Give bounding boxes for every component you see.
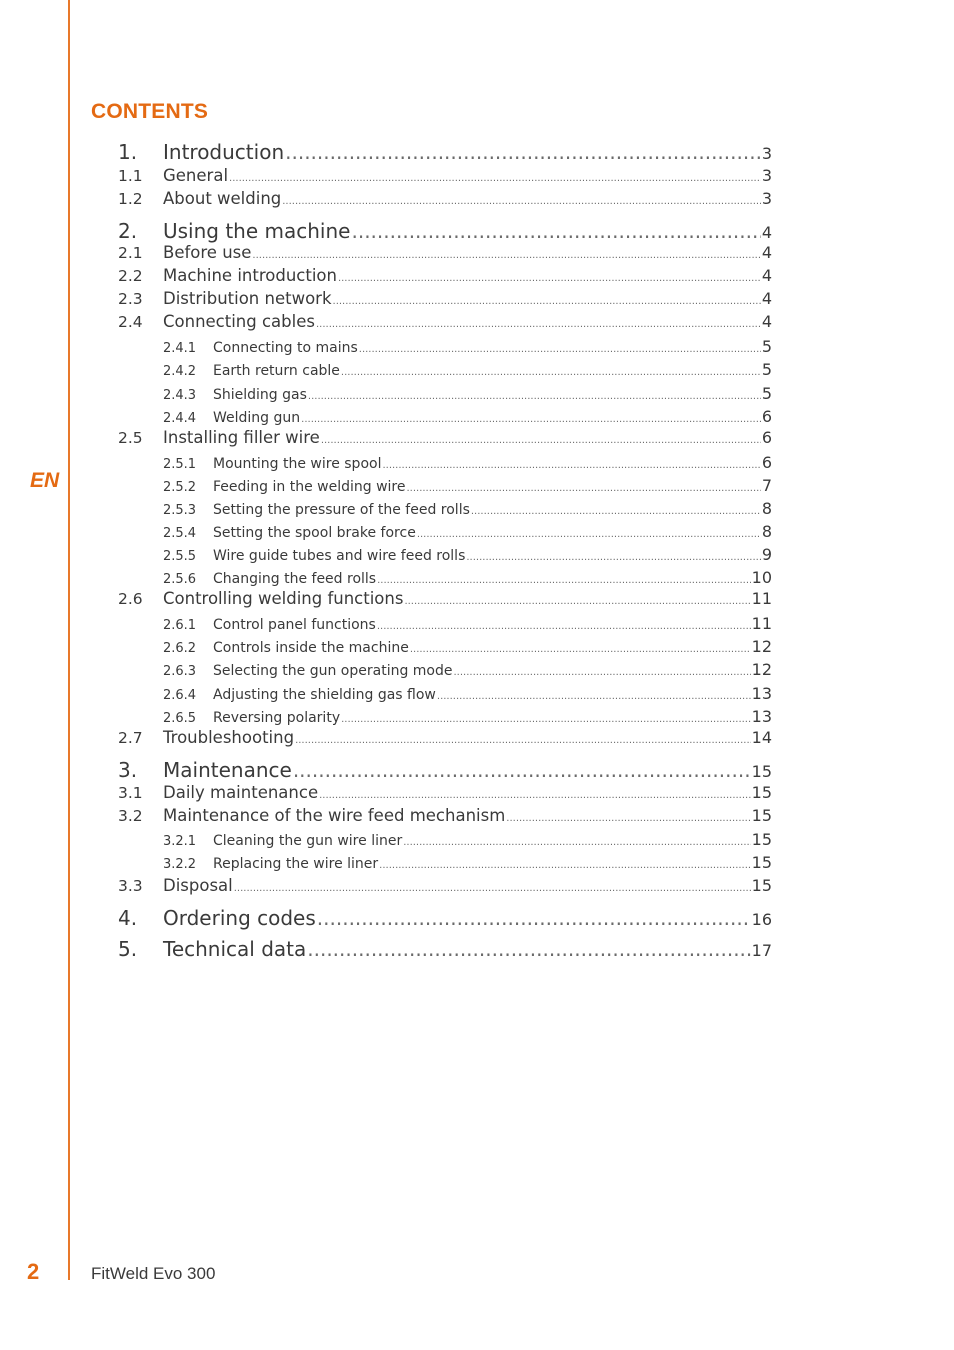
toc-entry-2-4-1[interactable] [118, 337, 772, 357]
toc-entry-page: 15 [751, 806, 772, 825]
toc-entry-page: 5 [761, 337, 772, 356]
toc-entry-title: About welding [163, 189, 282, 208]
toc-entry-page: 12 [751, 660, 772, 679]
toc-entry-title: Maintenance of the wire feed mechanism [163, 806, 506, 825]
toc-entry-2-6[interactable] [118, 589, 772, 611]
toc-entry-number: 1.2 [118, 190, 143, 208]
toc-entry-title: Using the machine [163, 219, 351, 243]
toc-entry-3-2-2[interactable] [118, 853, 772, 873]
toc-entry-number: 2.5.6 [163, 572, 197, 587]
toc-entry-title: Installing filler wire [163, 428, 320, 447]
toc-entry-number: 1. [118, 140, 138, 164]
toc-entry-number: 3.1 [118, 784, 143, 802]
toc-entry-2-2[interactable] [118, 266, 772, 288]
toc-entry-number: 2.7 [118, 729, 143, 747]
toc-entry-2-7[interactable] [118, 728, 772, 750]
toc-entry-title: Connecting cables [163, 312, 315, 331]
toc-entry-2-5-5[interactable] [118, 545, 772, 565]
toc-entry-page: 6 [761, 453, 772, 472]
toc-leader-dots [471, 506, 761, 517]
toc-leader-dots [293, 758, 751, 782]
toc-leader-dots [377, 621, 751, 632]
toc-entry-number: 1.1 [118, 167, 143, 185]
language-tag: EN [30, 469, 60, 492]
toc-entry-title: Cleaning the gun wire liner [213, 833, 403, 849]
toc-entry-page: 9 [761, 545, 772, 564]
toc-entry-1-1[interactable] [118, 166, 772, 188]
toc-entry-5[interactable] [118, 937, 772, 963]
toc-leader-dots [338, 273, 761, 284]
toc-entry-title: Technical data [163, 937, 307, 961]
toc-entry-title: Daily maintenance [163, 783, 319, 802]
toc-entry-2-5[interactable] [118, 428, 772, 450]
toc-entry-title: Setting the spool brake force [213, 525, 416, 541]
footer-product-name: FitWeld Evo 300 [91, 1264, 216, 1283]
toc-entry-number: 2.4 [118, 313, 143, 331]
toc-leader-dots [417, 529, 761, 540]
toc-leader-dots [382, 460, 760, 471]
toc-entry-3-2-1[interactable] [118, 830, 772, 850]
toc-entry-2-3[interactable] [118, 289, 772, 311]
toc-leader-dots [454, 667, 751, 678]
toc-entry-title: Welding gun [213, 410, 301, 426]
toc-leader-dots [359, 344, 761, 355]
toc-entry-number: 2.1 [118, 244, 143, 262]
toc-leader-dots [410, 644, 751, 655]
toc-entry-page: 6 [761, 407, 772, 426]
toc-entry-2-4-2[interactable] [118, 360, 772, 380]
toc-leader-dots [295, 735, 751, 746]
toc-leader-dots [301, 414, 761, 425]
toc-leader-dots [379, 860, 750, 871]
toc-entry-2-4-3[interactable] [118, 384, 772, 404]
toc-entry-3[interactable] [118, 758, 772, 784]
toc-entry-page: 4 [761, 289, 772, 308]
toc-entry-number: 2.6 [118, 590, 143, 608]
toc-leader-dots [252, 250, 760, 261]
toc-entry-number: 2.6.5 [163, 711, 197, 726]
toc-entry-2-5-6[interactable] [118, 568, 772, 588]
toc-entry-2-5-3[interactable] [118, 499, 772, 519]
toc-entry-page: 3 [761, 166, 772, 185]
toc-entry-page: 14 [751, 728, 772, 747]
toc-entry-number: 2.5.2 [163, 480, 197, 495]
toc-entry-page: 13 [751, 684, 772, 703]
toc-entry-page: 4 [761, 223, 772, 242]
toc-entry-2-4[interactable] [118, 312, 772, 334]
contents-heading: CONTENTS [91, 100, 209, 123]
toc-entry-2-6-3[interactable] [118, 660, 772, 680]
toc-entry-page: 17 [751, 941, 772, 960]
toc-entry-2-6-2[interactable] [118, 637, 772, 657]
toc-entry-title: Shielding gas [213, 387, 307, 403]
toc-entry-page: 15 [751, 783, 772, 802]
toc-entry-number: 3.2.1 [163, 834, 197, 849]
toc-entry-page: 13 [751, 707, 772, 726]
toc-entry-number: 2.3 [118, 290, 143, 308]
toc-leader-dots [406, 483, 760, 494]
toc-entry-number: 2.4.2 [163, 364, 197, 379]
toc-entry-page: 16 [751, 910, 772, 929]
toc-entry-number: 2.6.2 [163, 641, 197, 656]
toc-leader-dots [316, 319, 761, 330]
toc-entry-title: Feeding in the welding wire [213, 479, 406, 495]
toc-entry-page: 11 [751, 614, 772, 633]
toc-entry-page: 4 [761, 266, 772, 285]
toc-entry-page: 5 [761, 360, 772, 379]
toc-entry-number: 2.5.1 [163, 457, 197, 472]
toc-entry-title: Earth return cable [213, 363, 340, 379]
toc-entry-3-1[interactable] [118, 783, 772, 805]
toc-leader-dots [333, 296, 761, 307]
toc-entry-page: 10 [751, 568, 772, 587]
toc-leader-dots [341, 714, 751, 725]
toc-entry-number: 2.6.3 [163, 664, 197, 679]
toc-leader-dots [319, 790, 751, 801]
toc-entry-title: Before use [163, 243, 252, 262]
toc-entry-title: Selecting the gun operating mode [213, 663, 453, 679]
toc-entry-number: 3.3 [118, 877, 143, 895]
toc-entry-title: Machine introduction [163, 266, 337, 285]
toc-entry-3-3[interactable] [118, 876, 772, 898]
toc-entry-page: 11 [751, 589, 772, 608]
toc-leader-dots [437, 691, 751, 702]
toc-leader-dots [377, 575, 751, 586]
toc-entry-2-1[interactable] [118, 243, 772, 265]
toc-leader-dots [341, 367, 761, 378]
toc-leader-dots [317, 906, 751, 930]
toc-entry-2-6-1[interactable] [118, 614, 772, 634]
toc-leader-dots [466, 552, 760, 563]
toc-entry-2-5-4[interactable] [118, 522, 772, 542]
toc-entry-number: 5. [118, 937, 138, 961]
toc-entry-page: 5 [761, 384, 772, 403]
toc-leader-dots [321, 435, 761, 446]
toc-entry-title: Adjusting the shielding gas flow [213, 687, 436, 703]
toc-entry-number: 2.5.3 [163, 503, 197, 518]
toc-leader-dots [351, 219, 760, 243]
toc-entry-title: Changing the feed rolls [213, 571, 377, 587]
toc-entry-page: 15 [751, 853, 772, 872]
toc-leader-dots [307, 937, 750, 961]
toc-entry-title: Maintenance [163, 758, 292, 782]
toc-entry-3-2[interactable] [118, 806, 772, 828]
toc-entry-title: Disposal [163, 876, 233, 895]
toc-leader-dots [308, 391, 761, 402]
toc-entry-1[interactable] [118, 140, 772, 166]
toc-entry-page: 15 [751, 830, 772, 849]
toc-leader-dots [234, 883, 751, 894]
toc-entry-title: Introduction [163, 140, 285, 164]
toc-entry-number: 2.2 [118, 267, 143, 285]
toc-entry-page: 4 [761, 312, 772, 331]
toc-entry-2[interactable] [118, 219, 772, 245]
toc-entry-number: 2.5 [118, 429, 143, 447]
toc-entry-1-2[interactable] [118, 189, 772, 211]
toc-entry-page: 7 [761, 476, 772, 495]
toc-entry-title: Distribution network [163, 289, 332, 308]
toc-entry-4[interactable] [118, 906, 772, 932]
toc-leader-dots [404, 596, 750, 607]
toc-entry-number: 2.6.1 [163, 618, 197, 633]
toc-entry-number: 2.4.3 [163, 388, 197, 403]
toc-leader-dots [229, 173, 761, 184]
toc-entry-page: 3 [761, 189, 772, 208]
toc-entry-2-6-4[interactable] [118, 684, 772, 704]
toc-entry-title: Reversing polarity [213, 710, 341, 726]
toc-entry-2-4-4[interactable] [118, 407, 772, 427]
toc-entry-title: Controlling welding functions [163, 589, 404, 608]
toc-entry-page: 6 [761, 428, 772, 447]
toc-entry-number: 2.4.1 [163, 341, 197, 356]
toc-entry-2-6-5[interactable] [118, 707, 772, 727]
toc-entry-page: 15 [751, 876, 772, 895]
toc-entry-title: Control panel functions [213, 617, 376, 633]
toc-entry-2-5-1[interactable] [118, 453, 772, 473]
toc-entry-number: 3.2.2 [163, 857, 197, 872]
toc-entry-number: 4. [118, 906, 138, 930]
toc-entry-number: 2.5.4 [163, 526, 197, 541]
toc-leader-dots [282, 196, 761, 207]
toc-entry-number: 2.4.4 [163, 411, 197, 426]
toc-leader-dots [403, 837, 750, 848]
toc-entry-title: Troubleshooting [163, 728, 295, 747]
page-number: 2 [27, 1259, 40, 1284]
toc-entry-title: General [163, 166, 229, 185]
toc-entry-title: Setting the pressure of the feed rolls [213, 502, 470, 518]
toc-entry-page: 15 [751, 762, 772, 781]
toc-entry-2-5-2[interactable] [118, 476, 772, 496]
toc-entry-page: 8 [761, 499, 772, 518]
toc-entry-page: 8 [761, 522, 772, 541]
toc-entry-number: 2.5.5 [163, 549, 197, 564]
toc-leader-dots [285, 140, 761, 164]
toc-entry-title: Ordering codes [163, 906, 316, 930]
toc-entry-number: 2.6.4 [163, 688, 197, 703]
toc-entry-number: 3. [118, 758, 138, 782]
toc-entry-title: Connecting to mains [213, 340, 358, 356]
toc-entry-title: Wire guide tubes and wire feed rolls [213, 548, 466, 564]
toc-entry-number: 3.2 [118, 807, 143, 825]
toc-entry-title: Mounting the wire spool [213, 456, 382, 472]
toc-entry-title: Replacing the wire liner [213, 856, 379, 872]
toc-entry-page: 4 [761, 243, 772, 262]
toc-leader-dots [506, 813, 750, 824]
toc-entry-number: 2. [118, 219, 138, 243]
toc-entry-page: 12 [751, 637, 772, 656]
toc-entry-title: Controls inside the machine [213, 640, 409, 656]
toc-entry-page: 3 [761, 144, 772, 163]
